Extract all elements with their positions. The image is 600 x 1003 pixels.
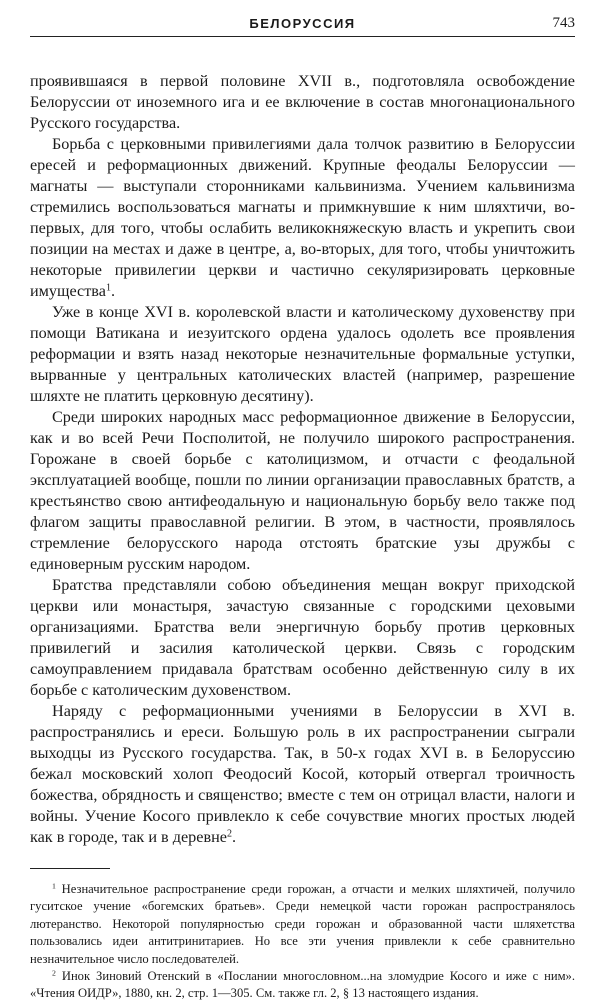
- paragraph-3: Уже в конце XVI в. королевской власти и католическому духовенству при помощи Ватикана и иезуитского ордена удалось одолеть все проявления реформации и взять назад некоторые незначительные формальные уступки, вырванные у центральных католических властей (например, разрешение шляхте не платить церковную десятину).: [30, 303, 575, 405]
- paragraph-5: Братства представляли собою объединения мещан вокруг приходской церкви или монастыря, зачастую связанные с городскими цеховыми организациями. Братства вели энергичную борьбу против церковных привилегий и засилия католической церкви. Связь с городским самоуправлением придавала братствам особенно действенную силу в их борьбе с католическим духовенством.: [30, 576, 575, 699]
- footnote-mark-1: 1: [52, 881, 56, 891]
- body-text: [30, 71, 575, 848]
- paragraph-2: Борьба с церковными привилегиями дала толчок развитию в Белоруссии ересей и реформационных движений. Крупные феодалы Белоруссии — магнаты — выступали сторонниками кальвинизма. Учением кальвинизма стремились воспользоваться магнаты и примкнувшие к ним шляхтичи, во-первых, для того, чтобы ослабить великокняжескую власть и укрепить свои позиции на местах и даже в центре, а, во-вторых, для того, чтобы уничтожить некоторые привилегии церкви и частично секуляризировать церковные имущества$^1$.: [30, 135, 575, 300]
- paragraph-6: Наряду с реформационными учениями в Белоруссии в XVI в. распространялись и ереси. Большую роль в их распространении сыграли выходцы из Русского государства. Так, в 50-х годах XVI в. в Белоруссию бежал московский холоп Феодосий Косой, который отвергал троичность божества, обрядность и священство; вместе с тем он отрицал власти, налоги и войны. Учение Косого привлекло к себе сочувствие многих простых людей как в городе, так и в деревне$^2$.: [30, 702, 575, 846]
- paragraph-4: Среди широких народных масс реформационное движение в Белоруссии, как и во всей Речи Посполитой, не получило широкого распространения. Горожане в своей борьбе с католицизмом, и отчасти с феодальной эксплуатацией вообще, пошли по линии организации православных братств, а крестьянство свою антифеодальную и национальную борьбу вело также под флагом защиты православной религии. В этом, в частности, проявлялось стремление белорусского народа отстоять братские узы дружбы с единоверным русским народом.: [30, 408, 575, 573]
- page-header: [30, 10, 575, 37]
- footnote-ref-1[interactable]: 1: [105, 282, 111, 294]
- footnote-2: $^2$ Инок Зиновий Отенский в «Послании многословном...на зломудрие Косого и иже с ним». «Чтения ОИДР», 1880, кн. 2, стр. 1—305. См. также гл. 2, § 13 настоящего издания.: [30, 968, 575, 1001]
- page-number: 743: [552, 15, 575, 31]
- footnotes: [30, 881, 575, 1003]
- paragraph-1: проявившаяся в первой половине XVII в., подготовляла освобождение Белоруссии от иноземного ига и ее включение в состав многонационального Русского государства.: [30, 72, 575, 132]
- footnote-mark-2: 2: [52, 968, 56, 978]
- footnote-1: $^1$ Незначительное распространение среди горожан, а отчасти и мелких шляхтичей, получило гуситское учение «богемских братьев». Среди немецкой части горожан распространялось лютеранство. Некоторой популярностью среди горожан и образованной части шляхетства пользовались идеи антитринитариев. Но все эти учения привлекли к себе сравнительно незначительное число последователей.: [30, 881, 575, 966]
- running-head: БЕЛОРУССИЯ: [249, 16, 356, 31]
- footnote-ref-2[interactable]: 2: [226, 828, 232, 840]
- book-page: [30, 10, 575, 1003]
- footnote-divider: [30, 868, 110, 869]
